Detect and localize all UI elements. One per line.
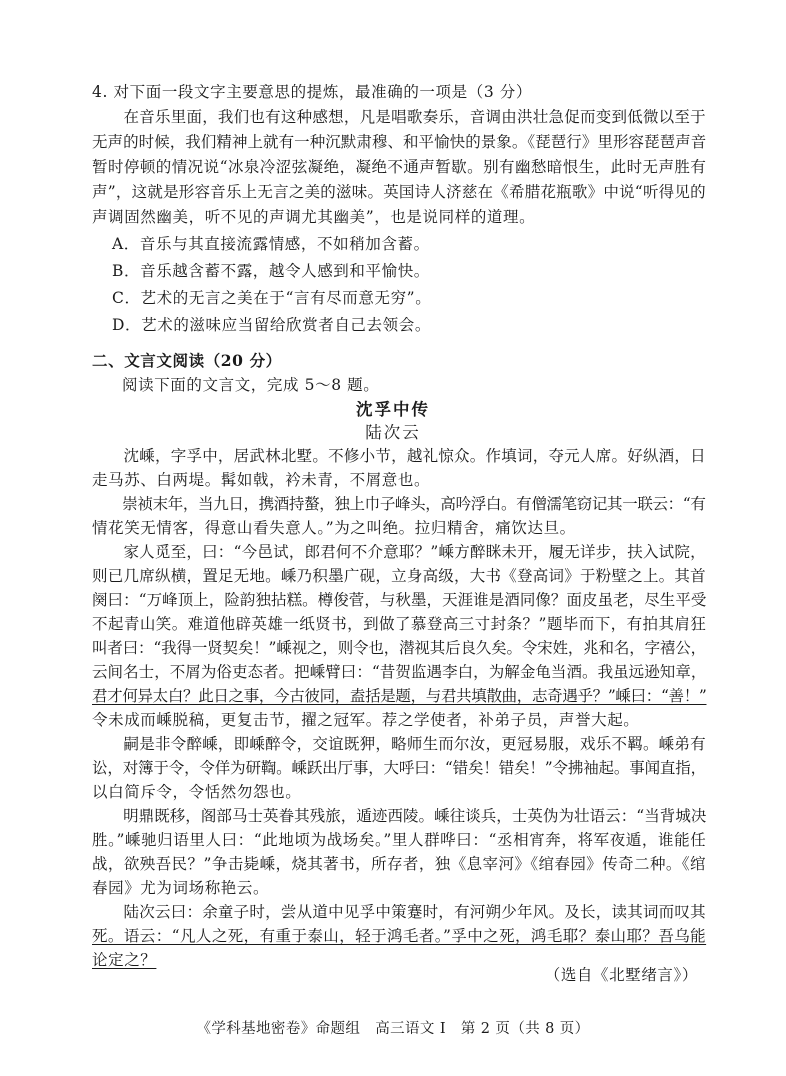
body-line: 崇祯末年，当九日，携酒持螯，独上巾子峰头，高吟浮白。有僧濡笔窃记其一联云：“有 [92,495,706,513]
section-instruction: 阅读下面的文言文，完成 5～8 题。 [122,376,380,394]
underlined-sentence: 死。语云：“凡人之死，有重于泰山，轻于鸿毛者。”孚中之死，鸿毛耶？泰山耶？吾乌能 [92,927,707,945]
passage-line: 在音乐里面，我们也有这种感想，凡是唱歌奏乐，音调由洪壮急促而变到低微以至于 [92,108,706,126]
passage-line: 暂时停顿的情况说“冰泉冷涩弦凝绝，凝绝不通声暂歇。别有幽愁暗恨生，此时无声胜有 [92,158,707,176]
body-line: 沈嵊，字孚中，居武林北墅。不修小节，越礼惊众。作填词，夺元人席。好纵酒，日 [92,447,706,465]
body-line: 嗣是非令醉嵊，即嵊醉令，交谊既狎，略师生而尔汝，更冠易服，戏乐不羁。嵊弟有 [92,735,706,753]
body-line: 陆次云曰：余童子时，尝从道中见孚中策蹇时，有河朔少年风。及长，读其词而叹其 [92,903,706,921]
option-a: A．音乐与其直接流露情感，不如稍加含蓄。 [112,235,430,253]
body-line: 春园》尤为词场称艳云。 [92,879,270,897]
option-b: B．音乐越含蓄不露，越令人感到和平愉快。 [112,262,430,280]
underlined-sentence: 君才何异太白？此日之事，今古彼同，盍括是题，与君共填散曲，志奇遇乎？”嵊曰：“善！” [92,687,707,705]
page-footer: 《学科基地密卷》命题组 高三语文 I 第 2 页（共 8 页） [196,1021,590,1037]
passage-line: 声调固然幽美，听不见的声调尤其幽美”，也是说同样的道理。 [92,208,536,226]
body-line: 不起青山笑。难道他辟英雄一纸贤书，到做了慕登高三寸封条？”题毕而下，有拍其肩狂 [92,615,707,633]
body-line: 情花笑无情客，得意山看失意人。”为之叫绝。拉归精舍，痛饮达旦。 [92,519,576,537]
passage-line: 声”，这就是形容音乐上无言之美的滋味。英国诗人济慈在《希腊花瓶歌》中说“听得见的 [92,183,706,201]
text-title: 沈孚中传 [356,400,430,419]
section-heading: 二、文言文阅读（20 分） [92,351,282,370]
body-line: 胜。”嵊驰归语里人曰：“此地顷为战场矣。”里人群哗曰：“丞相宵奔，将军夜遁，谁能任 [92,831,707,849]
question-4-stem: 4. 对下面一段文字主要意思的提炼，最准确的一项是（3 分） [92,83,533,101]
body-line: 走马苏、白两堤。髯如戟，衿未青，不屑意也。 [92,471,431,489]
body-line: 讼，对簿于令，令佯为研鞫。嵊跃出厅事，大呼曰：“错矣！错矣！”令拂袖起。事闻直指， [92,759,706,777]
body-line: 以白简斥令，令恬然勿怨也。 [92,783,302,801]
option-d: D．艺术的滋味应当留给欣赏者自己去领会。 [112,316,431,334]
option-c: C．艺术的无言之美在于“言有尽而意无穷”。 [112,289,432,307]
body-line: 叫者曰：“我得一贤契矣！”嵊视之，则令也，潜视其后良久矣。令宋姓，兆和名，字禧公， [92,639,706,657]
text-author: 陆次云 [365,423,421,442]
passage-line: 无声的时候，我们精神上就有一种沉默肃穆、和平愉快的景象。《琵琶行》里形容琵琶声音 [92,133,707,151]
body-line: 战，欲殃吾民？”争击毙嵊，烧其著书，所存者，独《息宰河》《绾春园》传奇二种。《绾 [92,855,706,873]
underlined-sentence: 论定之？ [92,951,157,969]
body-line: 家人觅至，曰：“今邑试，郎君何不介意耶？”嵊方醉眯未开，履无详步，扶入试院， [92,543,706,561]
body-line: 明鼎既移，阁部马士英眷其残旅，遁迹西陵。嵊往谈兵，士英伪为壮语云：“当背城决 [92,807,707,825]
body-line: 则已几席纵横，置足无地。嵊乃积墨广砚，立身高级，大书《登高词》于粉壁之上。其首 [92,567,706,585]
body-line: 阕曰：“万峰顶上，险韵独拈糕。樽俊菅，与秋墨，天涯谁是酒同像？面皮虽老，尽生平受 [92,591,707,609]
body-line: 云间名士，不屑为俗吏态者。把嵊臂曰：“昔贺监遇李白，为解金龟当酒。我虽远逊知章， [92,663,707,681]
body-line: 令未成而嵊脱稿，更复击节，擢之冠军。荐之学使者，补弟子员，声誉大起。 [92,711,640,729]
source-citation: （选自《北墅绪言》） [544,966,698,984]
